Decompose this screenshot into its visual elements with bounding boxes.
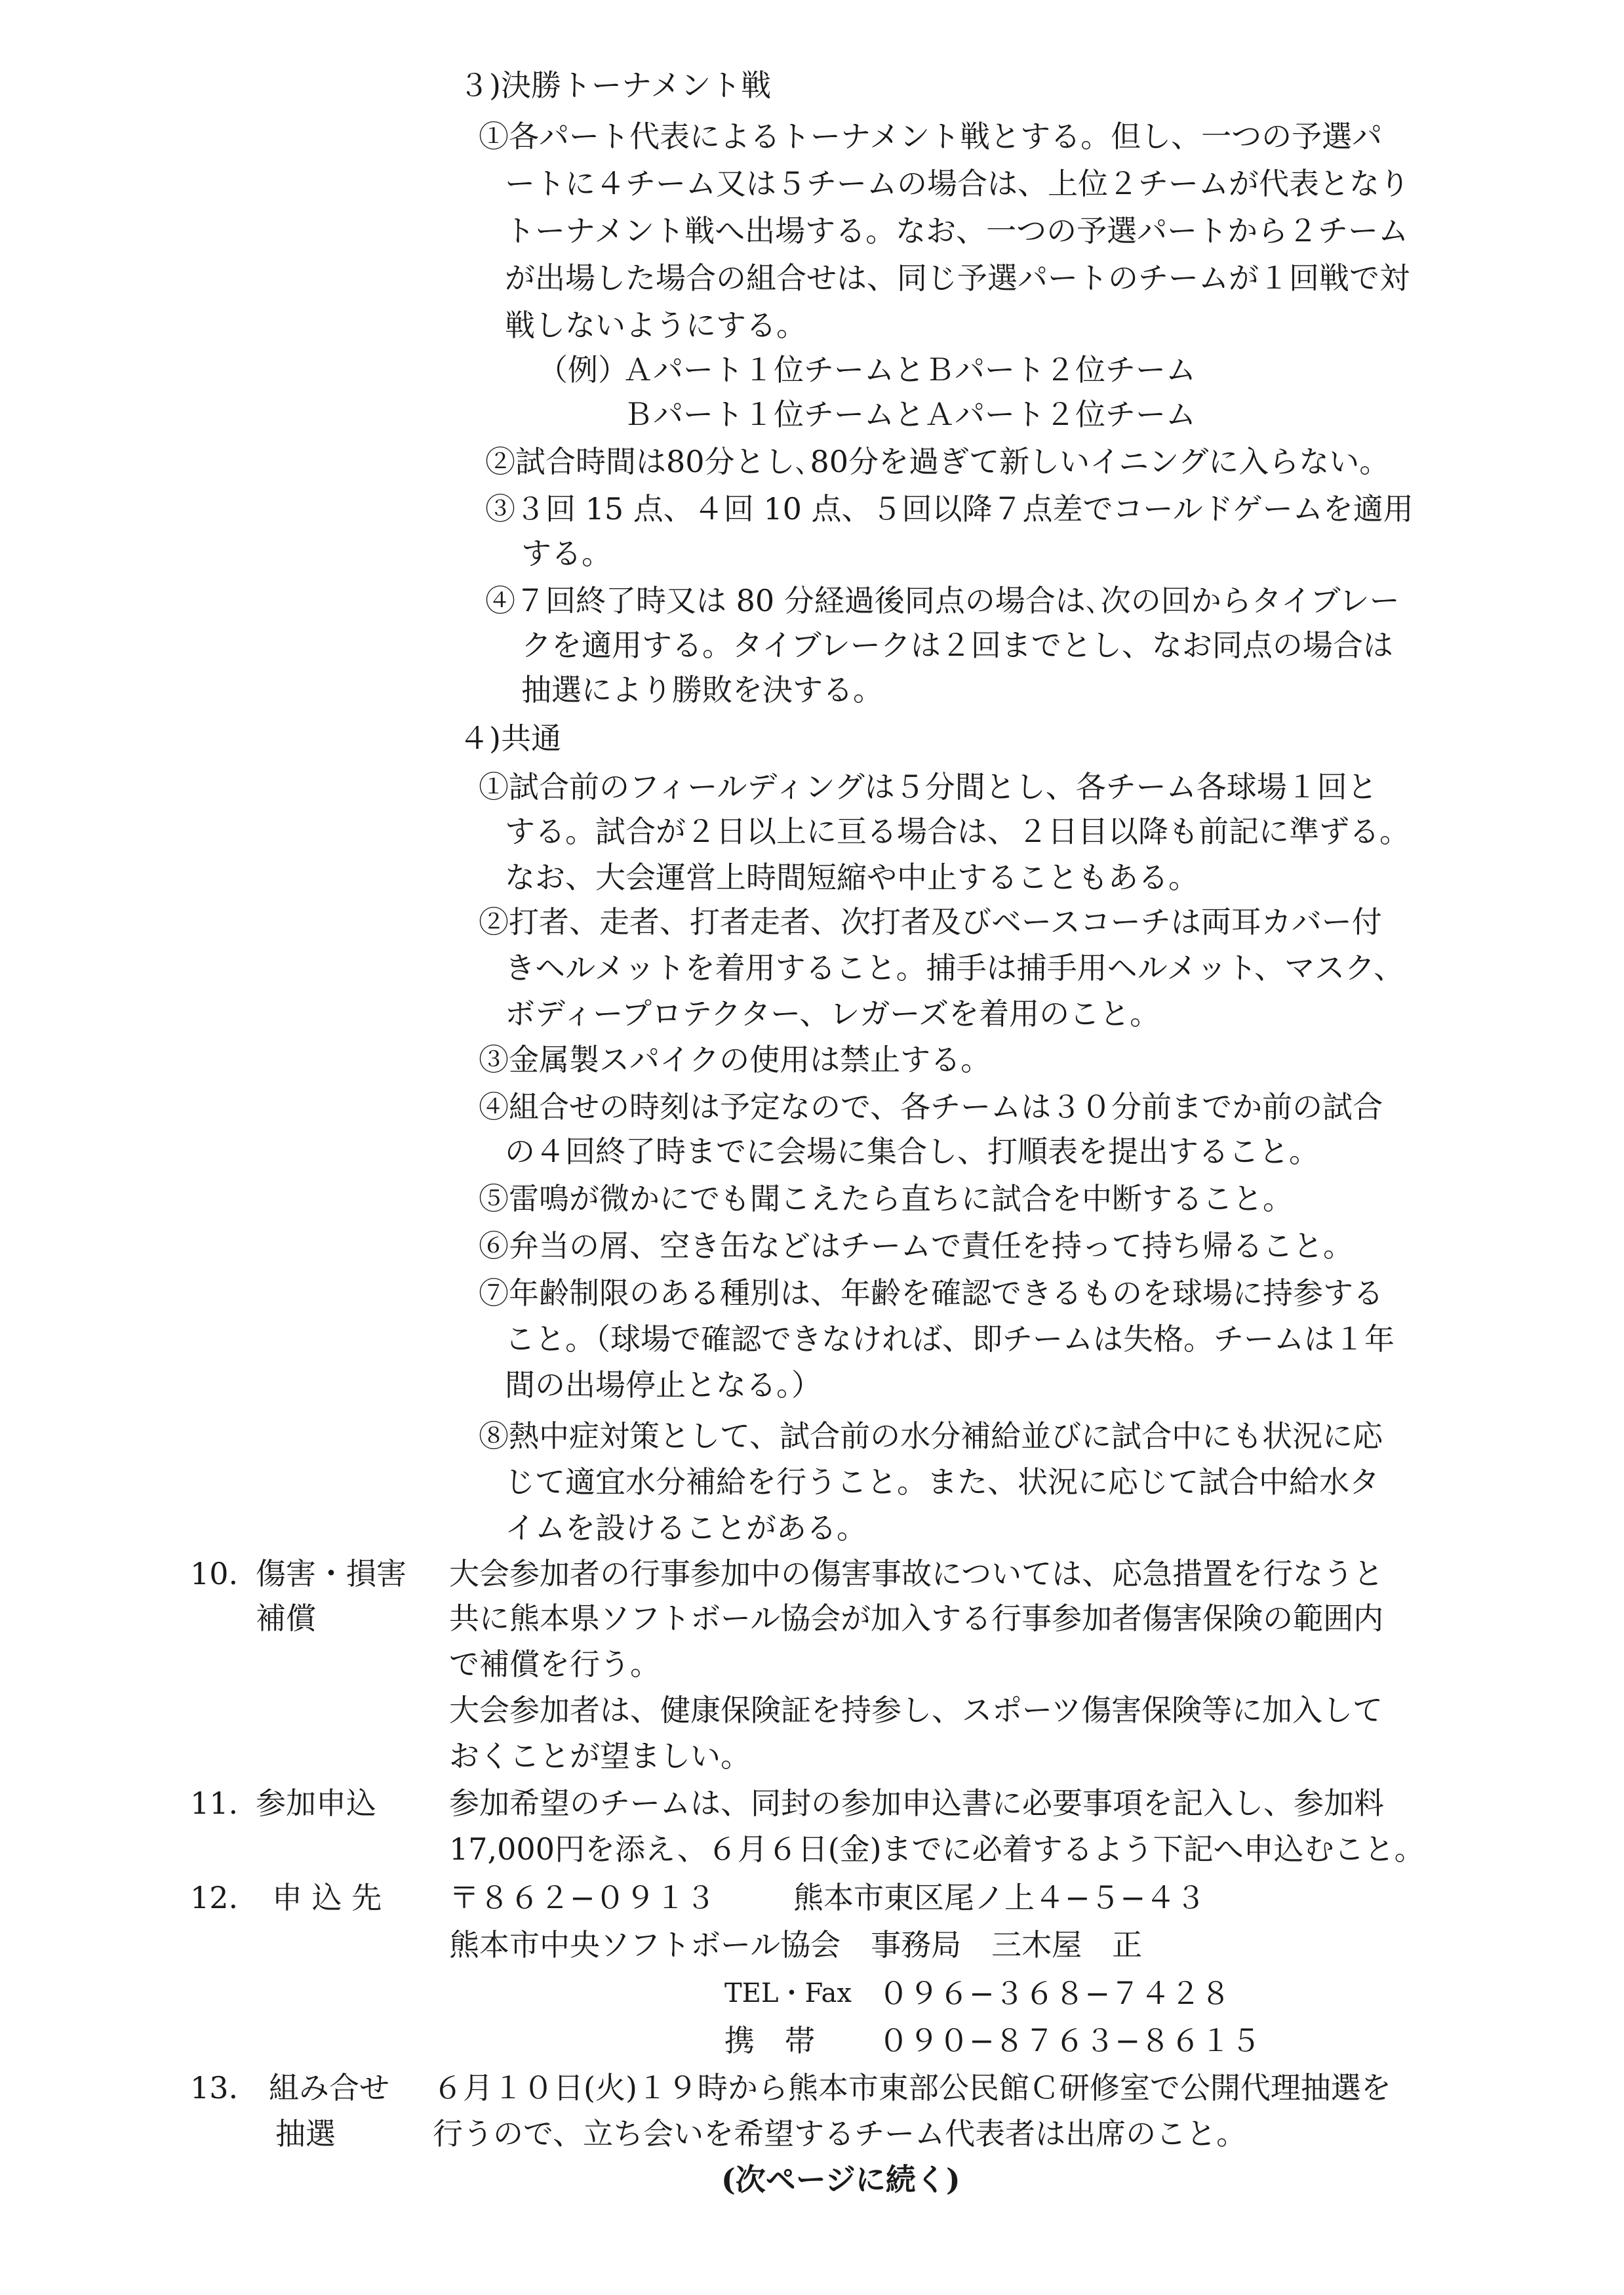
section3-heading: ３)決勝トーナメント戦 bbox=[459, 68, 772, 103]
sec10-body-line: 共に熊本県ソフトボール協会が加入する行事参加者傷害保険の範囲内 bbox=[449, 1601, 1384, 1636]
section3-item1-line: ①各パート代表によるトーナメント戦とする。但し、一つの予選パ bbox=[479, 119, 1383, 154]
postal-code: 〒８６２−０９１３ bbox=[449, 1880, 716, 1915]
section4-item1-line: ①試合前のフィールディングは５分間とし、各チーム各球場１回と bbox=[479, 769, 1377, 805]
section3-item4-line: ④７回終了時又は 80 分経過後同点の場合は､次の回からタイブレー bbox=[485, 583, 1400, 618]
section3-item1-line: ートに４チーム又は５チームの場合は、上位２チームが代表となり bbox=[505, 166, 1410, 201]
mobile-number: ０９０−８７６３−８６１５ bbox=[879, 2023, 1261, 2058]
sec13-label: 組み合せ bbox=[269, 2070, 389, 2105]
section4-heading: ４)共通 bbox=[459, 721, 561, 756]
example-line: Ａパート１位チームとＢパート２位チーム bbox=[623, 352, 1196, 388]
sec11-number: 11. bbox=[190, 1786, 239, 1821]
section4-item7-line: こと。（球場で確認できなければ、即チームは失格。チームは１年 bbox=[505, 1321, 1395, 1357]
sec10-label: 補償 bbox=[256, 1601, 316, 1636]
example-label: （例） bbox=[538, 352, 628, 388]
section3-item1-line: トーナメント戦へ出場する。なお、一つの予選パートから２チーム bbox=[505, 213, 1409, 249]
section4-item7-line: 間の出場停止となる。） bbox=[505, 1367, 822, 1403]
section3-item3-line: ③３回 15 点、４回 10 点、５回以降７点差でコールドゲームを適用 bbox=[485, 491, 1414, 527]
section4-item5: ⑤雷鳴が微かにでも聞こえたら直ちに試合を中断すること。 bbox=[479, 1181, 1293, 1216]
section3-item1-line: 戦しないようにする。 bbox=[505, 308, 806, 343]
section4-item4-line: の４回終了時までに会場に集合し、打順表を提出すること。 bbox=[505, 1134, 1319, 1169]
sec13-label: 抽選 bbox=[275, 2116, 336, 2151]
sec13-number: 13. bbox=[190, 2070, 239, 2105]
sec10-body-line: 大会参加者は、健康保険証を持参し、スポーツ傷害保険等に加入して bbox=[449, 1692, 1383, 1728]
example-line: Ｂパート１位チームとＡパート２位チーム bbox=[623, 397, 1196, 432]
sec10-label: 傷害・損害 bbox=[256, 1556, 406, 1591]
section3-item4-line: クを適用する。タイブレークは２回までとし、なお同点の場合は bbox=[521, 628, 1393, 663]
tel-number: ０９６−３６８−７４２８ bbox=[879, 1976, 1231, 2011]
sec11-body-line: 17,000円を添え、６月６日(金)までに必着するよう下記へ申込むこと。 bbox=[449, 1831, 1425, 1867]
section4-item1-line: なお、大会運営上時間短縮や中止することもある。 bbox=[505, 860, 1198, 895]
section4-item8-line: イムを設けることがある。 bbox=[505, 1510, 867, 1546]
sec12-number: 12. bbox=[190, 1880, 239, 1915]
section3-item3-line: する。 bbox=[521, 536, 612, 571]
section3-item2: ②試合時間は80分とし､80分を過ぎて新しいイニングに入らない。 bbox=[485, 444, 1390, 479]
sec13-body-line: ６月１０日(火)１９時から熊本市東部公民館Ｃ研修室で公開代理抽選を bbox=[433, 2070, 1391, 2105]
sec10-body-line: で補償を行う。 bbox=[449, 1646, 660, 1682]
section3-item1-line: が出場した場合の組合せは、同じ予選パートのチームが１回戦で対 bbox=[505, 260, 1410, 296]
section4-item8-line: じて適宜水分補給を行うこと。また、状況に応じて試合中給水タ bbox=[505, 1464, 1379, 1500]
sec12-label: 申 込 先 bbox=[272, 1880, 382, 1915]
section4-item2-line: きヘルメットを着用すること。捕手は捕手用ヘルメット、マスク、 bbox=[505, 950, 1404, 986]
sec10-body-line: 大会参加者の行事参加中の傷害事故については、応急措置を行なうと bbox=[449, 1556, 1384, 1591]
sec10-number: 10. bbox=[190, 1556, 239, 1591]
section4-item1-line: する。試合が２日以上に亘る場合は、２日目以降も前記に準ずる。 bbox=[505, 814, 1410, 849]
organization: 熊本市中央ソフトボール協会 事務局 三木屋 正 bbox=[449, 1927, 1143, 1963]
section4-item4-line: ④組合せの時刻は予定なので、各チームは３０分前までか前の試合 bbox=[479, 1089, 1383, 1125]
sec11-body-line: 参加希望のチームは、同封の参加申込書に必要事項を記入し、参加料 bbox=[449, 1786, 1384, 1821]
address: 熊本市東区尾ノ上４−５−４３ bbox=[793, 1880, 1206, 1915]
sec10-body-line: おくことが望ましい。 bbox=[449, 1738, 751, 1774]
mobile-label: 携 帯 bbox=[724, 2023, 815, 2058]
section4-item8-line: ⑧熱中症対策として、試合前の水分補給並びに試合中にも状況に応 bbox=[479, 1418, 1383, 1454]
tel-label: TEL・Fax bbox=[724, 1978, 852, 2008]
sec13-body-line: 行うので、立ち会いを希望するチーム代表者は出席のこと。 bbox=[433, 2116, 1247, 2151]
section4-item3: ③金属製スパイクの使用は禁止する。 bbox=[479, 1042, 991, 1077]
section3-item4-line: 抽選により勝敗を決する。 bbox=[521, 672, 883, 708]
section4-item6: ⑥弁当の屑、空き缶などはチームで責任を持って持ち帰ること。 bbox=[479, 1228, 1353, 1264]
continued-note: (次ページに続く) bbox=[721, 2162, 961, 2197]
section4-item2-line: ボディープロテクター、レガーズを着用のこと。 bbox=[505, 996, 1160, 1031]
section4-item2-line: ②打者、走者、打者走者、次打者及びベースコーチは両耳カバー付 bbox=[479, 904, 1382, 940]
section4-item7-line: ⑦年齢制限のある種別は、年齢を確認できるものを球場に持参する bbox=[479, 1275, 1383, 1311]
sec11-label: 参加申込 bbox=[256, 1786, 376, 1821]
